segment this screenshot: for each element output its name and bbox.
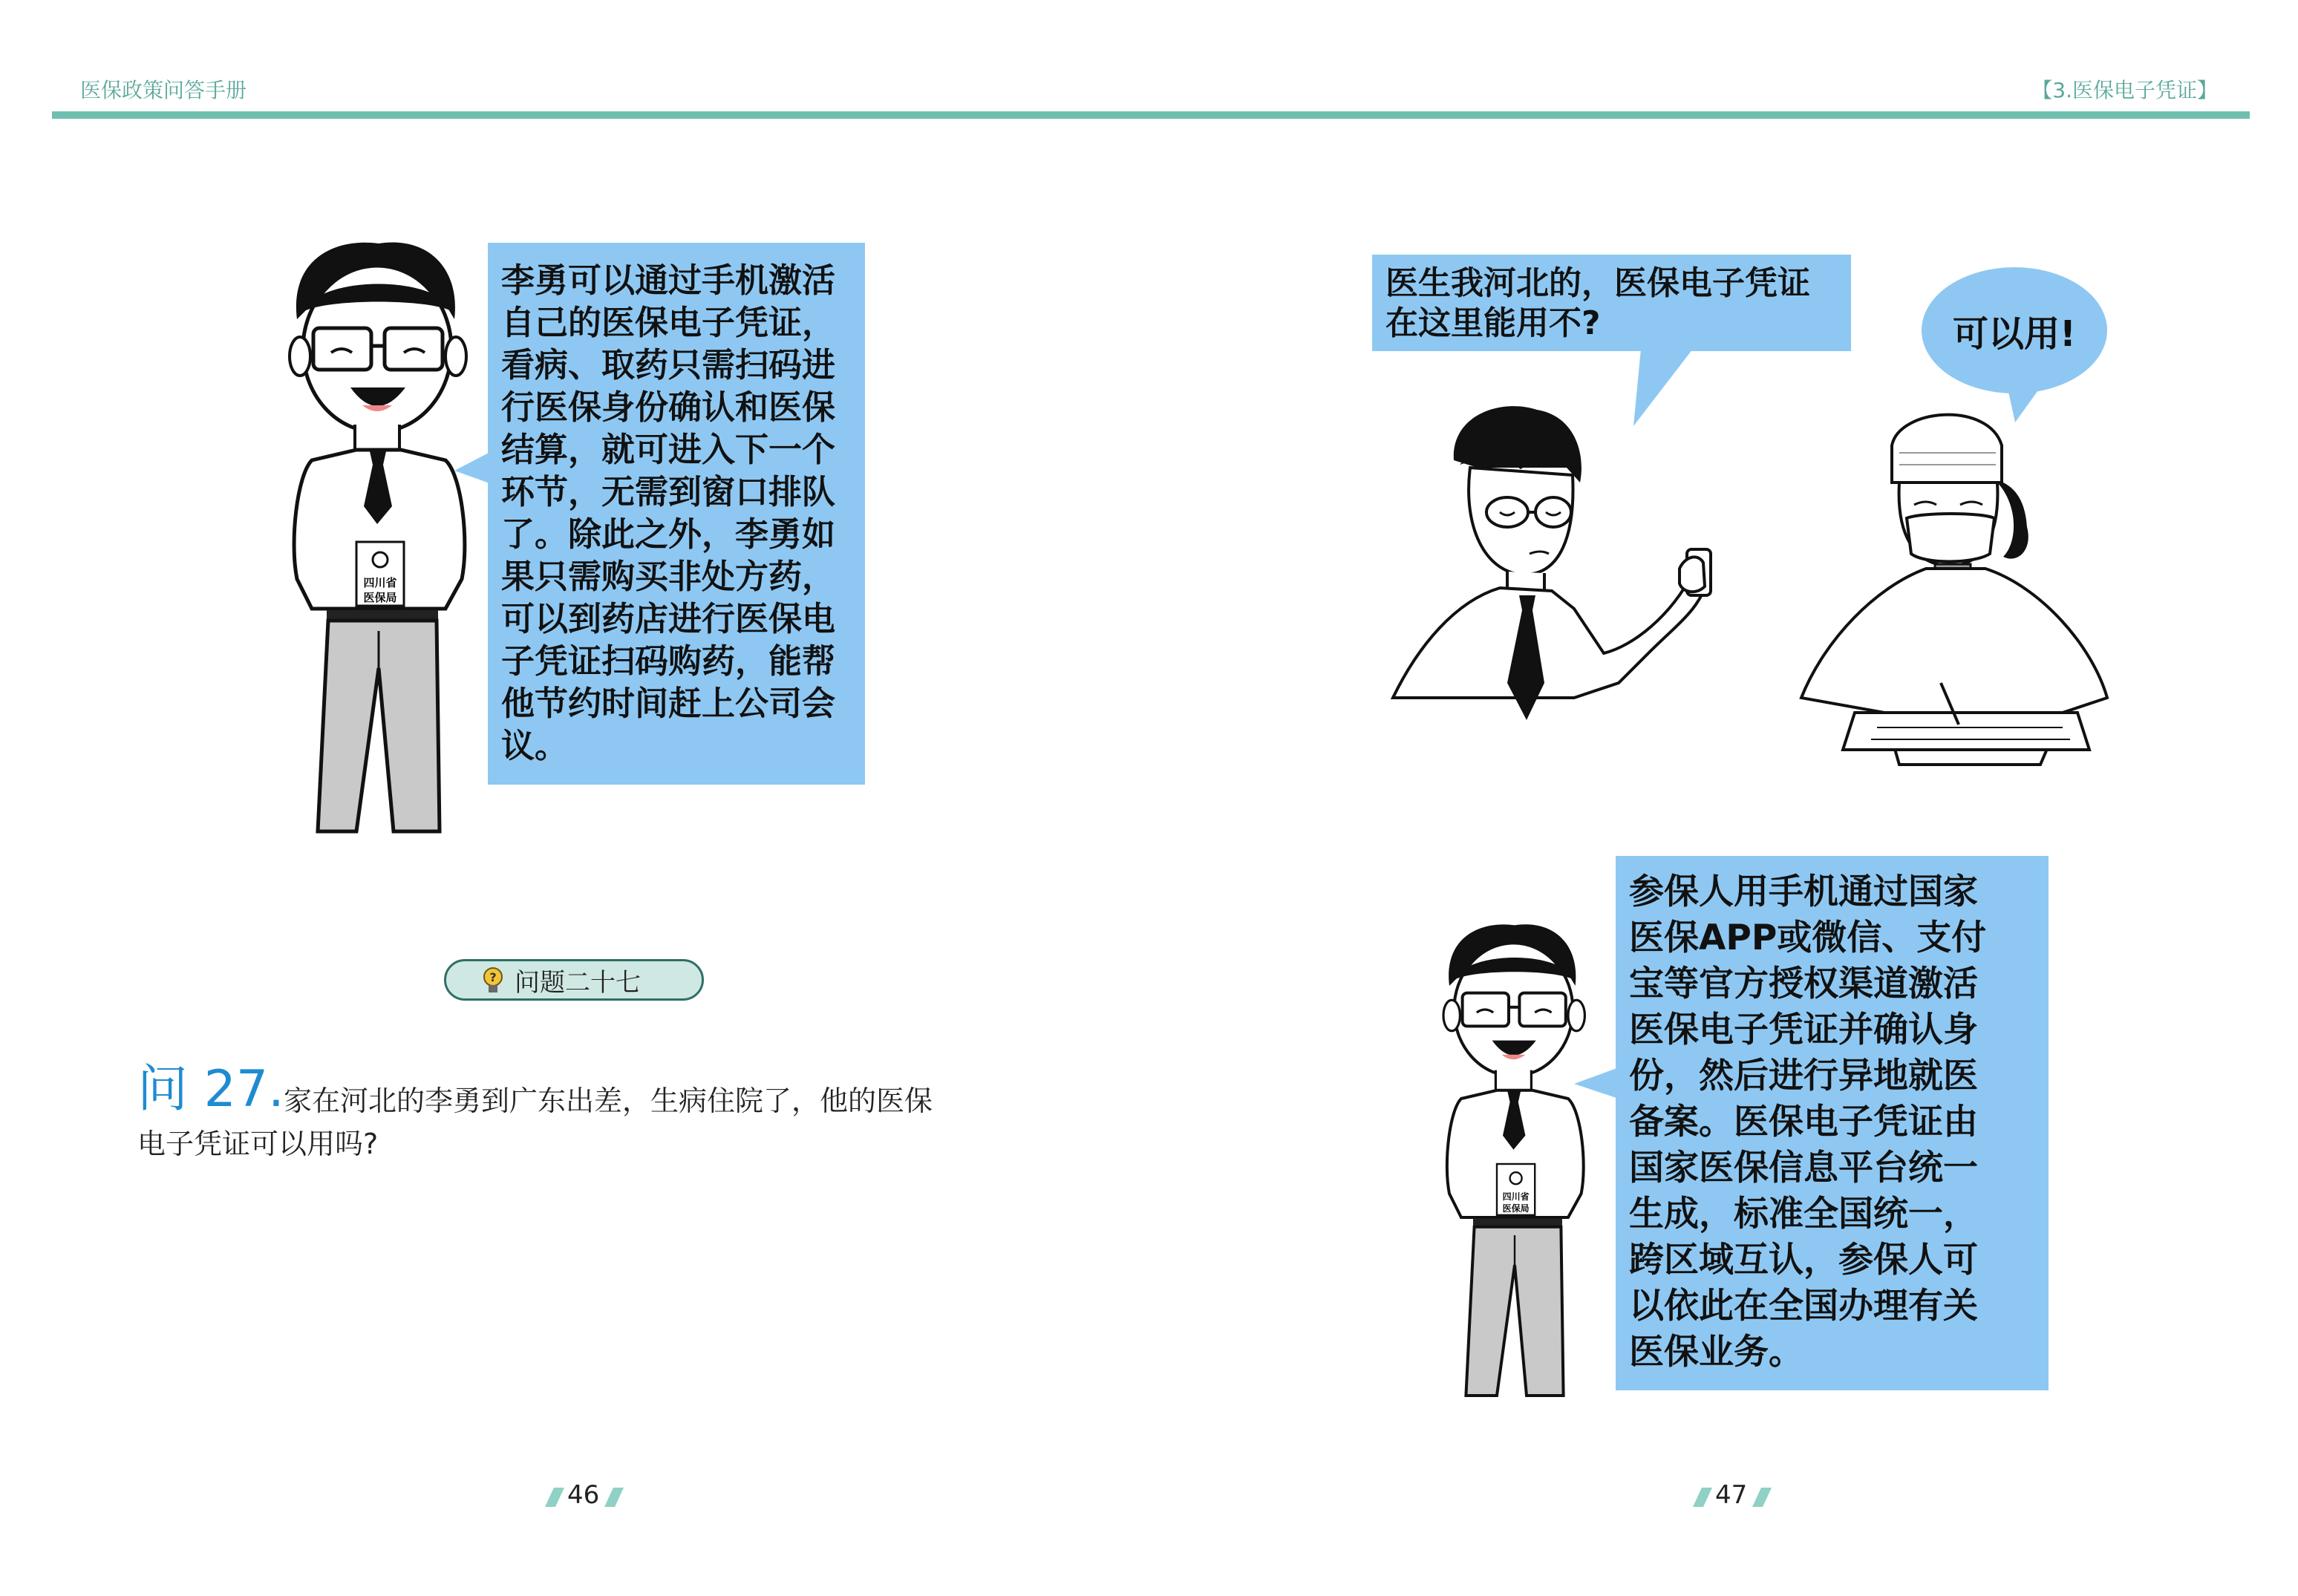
bubble-line: 他节约时间赶上公司会 — [501, 684, 836, 723]
bubble-line: 议。 — [501, 726, 569, 765]
patient-speech-bubble — [1372, 255, 1851, 351]
badge-line2-right: 医保局 — [1502, 1203, 1530, 1214]
answer-line: 备案。医保电子凭证由 — [1629, 1102, 1978, 1142]
patient-bubble-line: 医生我河北的，医保电子凭证 — [1385, 264, 1810, 302]
answer-line: 生成，标准全国统一， — [1629, 1194, 1978, 1234]
question-text-line1: 家在河北的李勇到广东出差，生病住院了，他的医保 — [284, 1085, 933, 1117]
left-bubble-tail — [454, 445, 492, 490]
badge-line1: 四川省 — [363, 576, 397, 589]
answer-line: 国家医保信息平台统一 — [1629, 1148, 1978, 1188]
bubble-line: 环节，无需到窗口排队 — [501, 472, 836, 511]
svg-text:?: ? — [489, 970, 497, 984]
patient-illustration — [1388, 401, 1760, 727]
badge-line1-right: 四川省 — [1502, 1191, 1530, 1202]
lightbulb-icon — [482, 966, 504, 995]
official-illustration — [267, 230, 490, 839]
answer-line: 跨区域互认，参保人可 — [1629, 1240, 1978, 1281]
patient-bubble-line: 在这里能用不? — [1385, 304, 1601, 342]
book-title: 医保政策问答手册 — [80, 78, 247, 102]
page-number-left: 46 — [567, 1480, 600, 1510]
answer-speech-bubble — [1616, 856, 2049, 1390]
section-title: 【3.医保电子凭证】 — [2031, 78, 2218, 102]
question-text-line2: 电子凭证可以用吗? — [137, 1128, 379, 1160]
answer-line: 医保业务。 — [1629, 1332, 1804, 1373]
left-speech-bubble — [488, 243, 865, 785]
bubble-line: 了。除此之外，李勇如 — [501, 514, 836, 554]
official-illustration-right — [1426, 898, 1604, 1418]
bubble-line: 李勇可以通过手机激活 — [501, 261, 836, 300]
bubble-line: 自己的医保电子凭证， — [501, 303, 836, 342]
answer-line: 医保电子凭证并确认身 — [1629, 1010, 1978, 1050]
question-tag-label: 问题二十七 — [515, 967, 641, 998]
header-rule — [52, 111, 2250, 119]
answer-line: 参保人用手机通过国家 — [1629, 871, 1978, 912]
doctor-bubble-text: 可以用! — [1953, 313, 2076, 355]
bubble-line: 看病、取药只需扫码进 — [501, 345, 836, 385]
bubble-line: 行医保身份确认和医保 — [501, 387, 836, 427]
question-number: 问 27. — [137, 1060, 284, 1119]
question-tag — [444, 959, 704, 1001]
answer-line: 宝等官方授权渠道激活 — [1629, 964, 1978, 1004]
bubble-line: 结算，就可进入下一个 — [501, 430, 836, 469]
bubble-line: 子凭证扫码购药，能帮 — [501, 641, 836, 681]
bubble-line: 果只需购买非处方药， — [501, 557, 836, 596]
bubble-line: 可以到药店进行医保电 — [501, 599, 836, 638]
answer-line: 医保APP或微信、支付 — [1629, 918, 1987, 958]
answer-line: 份，然后进行异地就医 — [1629, 1056, 1978, 1096]
answer-line: 以依此在全国办理有关 — [1629, 1286, 1978, 1327]
doctor-illustration — [1795, 401, 2122, 772]
badge-line2: 医保局 — [363, 591, 397, 604]
page-number-right: 47 — [1715, 1480, 1748, 1510]
